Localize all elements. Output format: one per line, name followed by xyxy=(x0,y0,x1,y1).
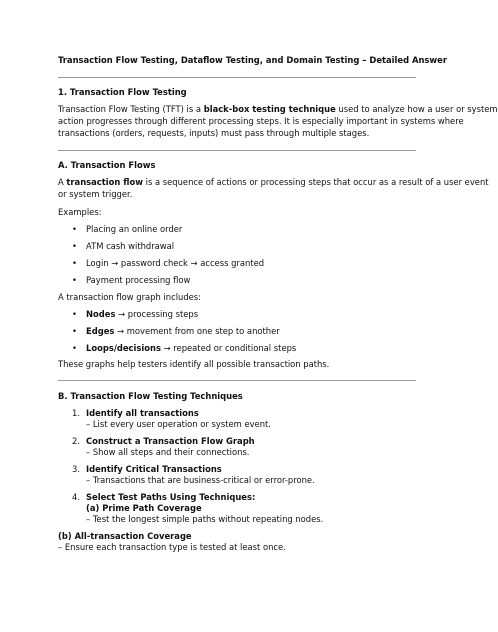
example-item: Placing an online order xyxy=(86,224,183,234)
example-item: Payment processing flow xyxy=(86,275,191,285)
section-1-heading: 1. Transaction Flow Testing xyxy=(58,87,187,97)
coverage-b-title: (b) All-transaction Coverage xyxy=(58,531,192,541)
bullet-icon: • xyxy=(72,326,77,336)
graph-item: Nodes → processing steps xyxy=(86,309,199,319)
technique-desc: – List every user operation or system event. xyxy=(86,419,271,429)
s1-paragraph-line-2: action progresses through different processing steps. It is especially important in systems where xyxy=(58,116,464,126)
coverage-b-desc: – Ensure each transaction type is tested at least once. xyxy=(58,542,286,552)
list-number: 4. xyxy=(72,492,80,502)
technique-desc: – Test the longest simple paths without repeating nodes. xyxy=(86,514,324,524)
sA-definition-line-1: A transaction flow is a sequence of actions or processing steps that occur as a result of a user event xyxy=(58,177,489,187)
s1-paragraph-line-1: Transaction Flow Testing (TFT) is a black-box testing technique used to analyze how a user or system xyxy=(58,104,498,114)
technique-title: Select Test Paths Using Techniques: xyxy=(86,492,256,502)
divider xyxy=(58,380,416,381)
technique-title: Identify Critical Transactions xyxy=(86,464,222,474)
graph-intro: A transaction flow graph includes: xyxy=(58,292,201,302)
bullet-icon: • xyxy=(72,258,77,268)
graph-item: Edges → movement from one step to another xyxy=(86,326,280,336)
graph-item: Loops/decisions → repeated or conditional steps xyxy=(86,343,297,353)
bullet-icon: • xyxy=(72,224,77,234)
section-b-heading: B. Transaction Flow Testing Techniques xyxy=(58,391,243,401)
bullet-icon: • xyxy=(72,241,77,251)
technique-desc: – Transactions that are business-critical or error-prone. xyxy=(86,475,315,485)
bullet-icon: • xyxy=(72,343,77,353)
s1-paragraph-line-3: transactions (orders, requests, inputs) must pass through multiple stages. xyxy=(58,128,370,138)
list-number: 3. xyxy=(72,464,80,474)
example-item: Login → password check → access granted xyxy=(86,258,265,268)
technique-title: Construct a Transaction Flow Graph xyxy=(86,436,255,446)
divider xyxy=(58,77,416,78)
list-number: 1. xyxy=(72,408,80,418)
bullet-icon: • xyxy=(72,309,77,319)
sA-definition-line-2: or system trigger. xyxy=(58,189,133,199)
examples-label: Examples: xyxy=(58,207,102,217)
document-title: Transaction Flow Testing, Dataflow Testing, and Domain Testing – Detailed Answer xyxy=(58,55,447,65)
technique-desc: – Show all steps and their connections. xyxy=(86,447,250,457)
sA-closing: These graphs help testers identify all possible transaction paths. xyxy=(58,359,330,369)
divider xyxy=(58,150,416,151)
technique-title: Identify all transactions xyxy=(86,408,199,418)
example-item: ATM cash withdrawal xyxy=(86,241,175,251)
bullet-icon: • xyxy=(72,275,77,285)
technique-subtitle: (a) Prime Path Coverage xyxy=(86,503,202,513)
list-number: 2. xyxy=(72,436,80,446)
section-a-heading: A. Transaction Flows xyxy=(58,160,156,170)
